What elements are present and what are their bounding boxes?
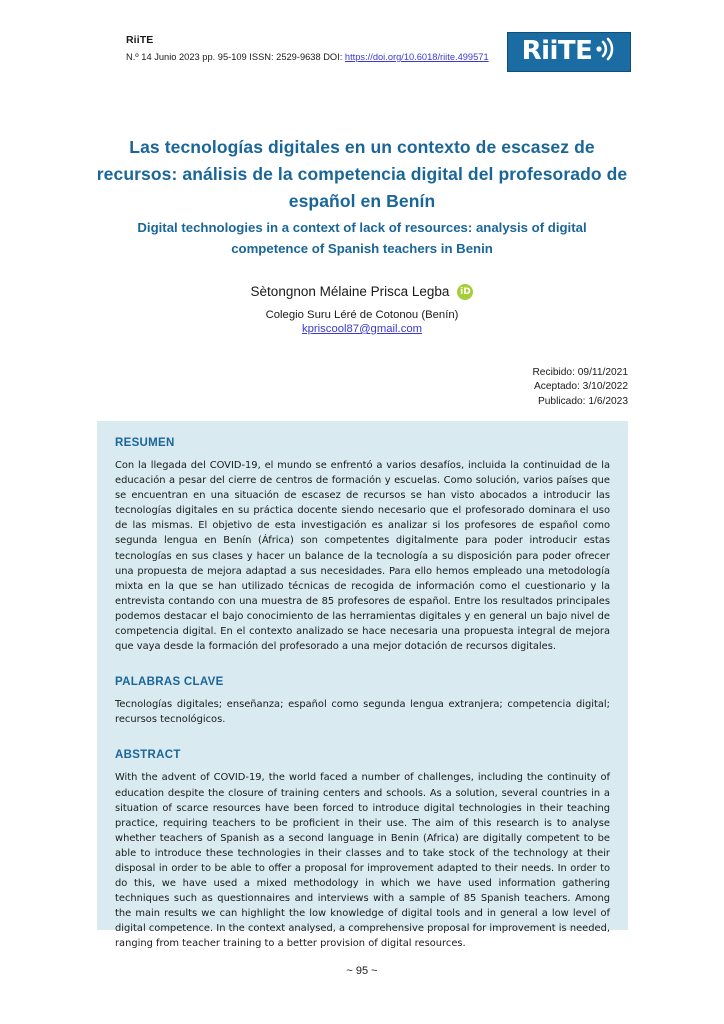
masthead — [0, 34, 724, 88]
author-name-row — [251, 284, 474, 300]
date-published: Publicado: 1/6/2023 — [537, 395, 628, 407]
doi-link[interactable]: https://doi.org/10.6018/riite.499571 — [344, 52, 489, 62]
resumen-text: Con la llegada del COVID-19, el mundo se enfrentó a varios desafíos, incluida la continuidad de la educación a pesar del cierre de centros de formación y escuelas. Como solución, varios países que se encuentran en una situación de escasez de recursos se han visto abocados a introducir las tecnologías digitales en su práctica docente siendo necesario que el profesorado dominara el uso de las mismas. El objetivo de esta investigación es analizar si los profesores de español como segunda lengua en Benín (África) son competentes digitalmente para poder introducir estas tecnologías en sus clases y hacer un balance de la tecnología a su disposición para poder ofrecer una propuesta de mejora adaptad a sus necesidades. Para ello hemos empleado una metodología mixta en la que se han utilizado técnicas de recogida de información como el cuestionario y la entrevista contando con una muestra de 85 profesores de español. Entre los resultados principales podemos destacar el bajo conocimiento de las herramientas digitales y en general un bajo nivel de competencia digital. En el contexto analizado se hace necesaria una propuesta integral de mejora que vaya desde la formación del profesorado a una mejor dotación de recursos digitales. — [115, 460, 610, 653]
wifi-waves-icon — [596, 37, 616, 66]
masthead-left — [126, 34, 489, 64]
author-block — [0, 283, 724, 335]
journal-logo-text: RiiTE — [521, 36, 593, 66]
paper-title-spanish: Las tecnologías digitales en un contexto de escasez de recursos: análisis de la competencia digital del profesorado de español en Benín — [96, 136, 628, 211]
author-email-link[interactable]: kpriscool87@gmail.com — [301, 323, 423, 335]
date-accepted: Aceptado: 3/10/2022 — [533, 381, 628, 393]
issue-line — [126, 51, 489, 64]
journal-name: RiiTE — [126, 34, 154, 46]
palabras-clave-text: Tecnologías digitales; enseñanza; español como segunda lengua extranjera; competencia digital; recursos tecnológicos. — [115, 699, 610, 726]
abstract-text: With the advent of COVID-19, the world faced a number of challenges, including the continuity of education despite the closure of training centers and schools. As a solution, several countries in a situation of scarce resources have been forced to introduce digital technologies in their teaching practice, requiring teachers to be proficient in their use. The aim of this research is to analyse whether teachers of Spanish as a second language in Benin (Africa) are digitally competent to be able to introduce these technologies in their classes and to take stock of the technology at their disposal in order to be able to offer a proposal for improvement adapted to their needs. In order to do this, we have used a mixed methodology in which we have used information gathering techniques such as questionnaires and interviews with a sample of 85 Spanish teachers. Among the main results we can highlight the low knowledge of digital tools and in general a low level of digital competence. In the context analysed, a comprehensive proposal for improvement is needed, ranging from teacher training to a better provision of digital resources. — [115, 772, 610, 950]
author-name: Sètongnon Mélaine Prisca Legba — [250, 284, 450, 299]
publication-dates — [532, 366, 628, 409]
page-number-footer: ~ 95 ~ — [346, 965, 378, 977]
journal-logo — [507, 32, 631, 72]
resumen-heading: RESUMEN — [115, 437, 175, 449]
abstract-panel — [97, 421, 628, 950]
issue-line-text: N.º 14 Junio 2023 pp. 95-109 ISSN: 2529-9638 DOI: — [126, 52, 345, 62]
author-affiliation: Colegio Suru Léré de Cotonou (Benín) — [265, 309, 459, 321]
abstract-heading: ABSTRACT — [115, 749, 181, 762]
palabras-clave-heading: PALABRAS CLAVE — [115, 676, 224, 689]
paper-title-english: Digital technologies in a context of lack of resources: analysis of digital competence of Spanish teachers in Benin — [137, 219, 587, 256]
date-received: Recibido: 09/11/2021 — [532, 367, 628, 378]
orcid-id-icon[interactable]: iD — [457, 284, 473, 300]
